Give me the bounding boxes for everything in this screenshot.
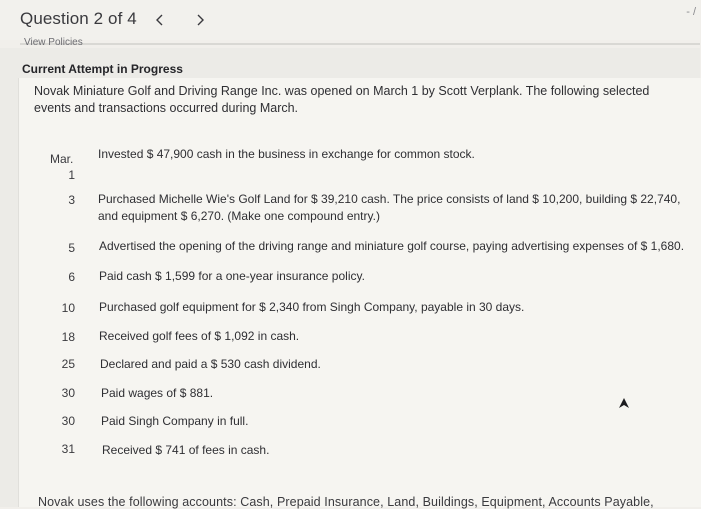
event-description: Received $ 741 of fees in cash. — [102, 443, 270, 457]
event-description: Received golf fees of $ 1,092 in cash. — [99, 329, 300, 343]
attempt-status: Current Attempt in Progress — [22, 62, 183, 76]
chevron-left-icon — [155, 14, 165, 26]
event-description: Paid Singh Company in full. — [101, 414, 249, 428]
previous-question-button[interactable] — [150, 10, 170, 30]
mouse-cursor-icon — [617, 396, 631, 410]
question-header — [0, 0, 700, 40]
event-description: Declared and paid a $ 530 cash dividend. — [100, 357, 321, 371]
corner-indicator: - / — [686, 6, 696, 18]
event-day: 30 — [61, 386, 75, 400]
header-divider — [20, 43, 700, 45]
event-day: 30 — [61, 414, 75, 428]
question-counter: Question 2 of 4 — [20, 9, 137, 28]
chevron-right-icon — [195, 14, 205, 26]
event-day: 5 — [68, 241, 75, 255]
view-policies-link[interactable]: View Policies — [24, 37, 83, 48]
event-description: Purchased Michelle Wie's Golf Land for $ 39,210 cash. The price consists of land $ 10,200, building $ 22,740, and equipment $ 6,270. (Make one compound entry.) — [98, 192, 681, 223]
event-day: 6 — [68, 270, 75, 284]
event-description: Advertised the opening of the driving range and miniature golf course, paying advertising expenses of $ 1,680. — [99, 239, 685, 253]
event-day: 18 — [61, 330, 75, 344]
accounts-list: Novak uses the following accounts: Cash, Prepaid Insurance, Land, Buildings, Equipment, Accounts Payable, — [38, 495, 654, 509]
event-description: Paid cash $ 1,599 for a one-year insurance policy. — [99, 269, 365, 283]
problem-intro: Novak Miniature Golf and Driving Range Inc. was opened on March 1 by Scott Verplank. The following selected events and transactions occurred during March. — [34, 84, 650, 115]
event-description: Invested $ 47,900 cash in the business in exchange for common stock. — [98, 147, 475, 161]
event-day: 10 — [61, 301, 75, 315]
event-day: 25 — [61, 357, 75, 371]
event-description: Paid wages of $ 881. — [101, 386, 214, 400]
next-question-button[interactable] — [190, 10, 210, 30]
event-description: Purchased golf equipment for $ 2,340 from Singh Company, payable in 30 days. — [99, 300, 525, 314]
event-day: 1 — [68, 168, 75, 182]
event-day: 31 — [61, 442, 75, 456]
event-day: 3 — [68, 193, 75, 207]
month-label: Mar. — [50, 152, 74, 166]
